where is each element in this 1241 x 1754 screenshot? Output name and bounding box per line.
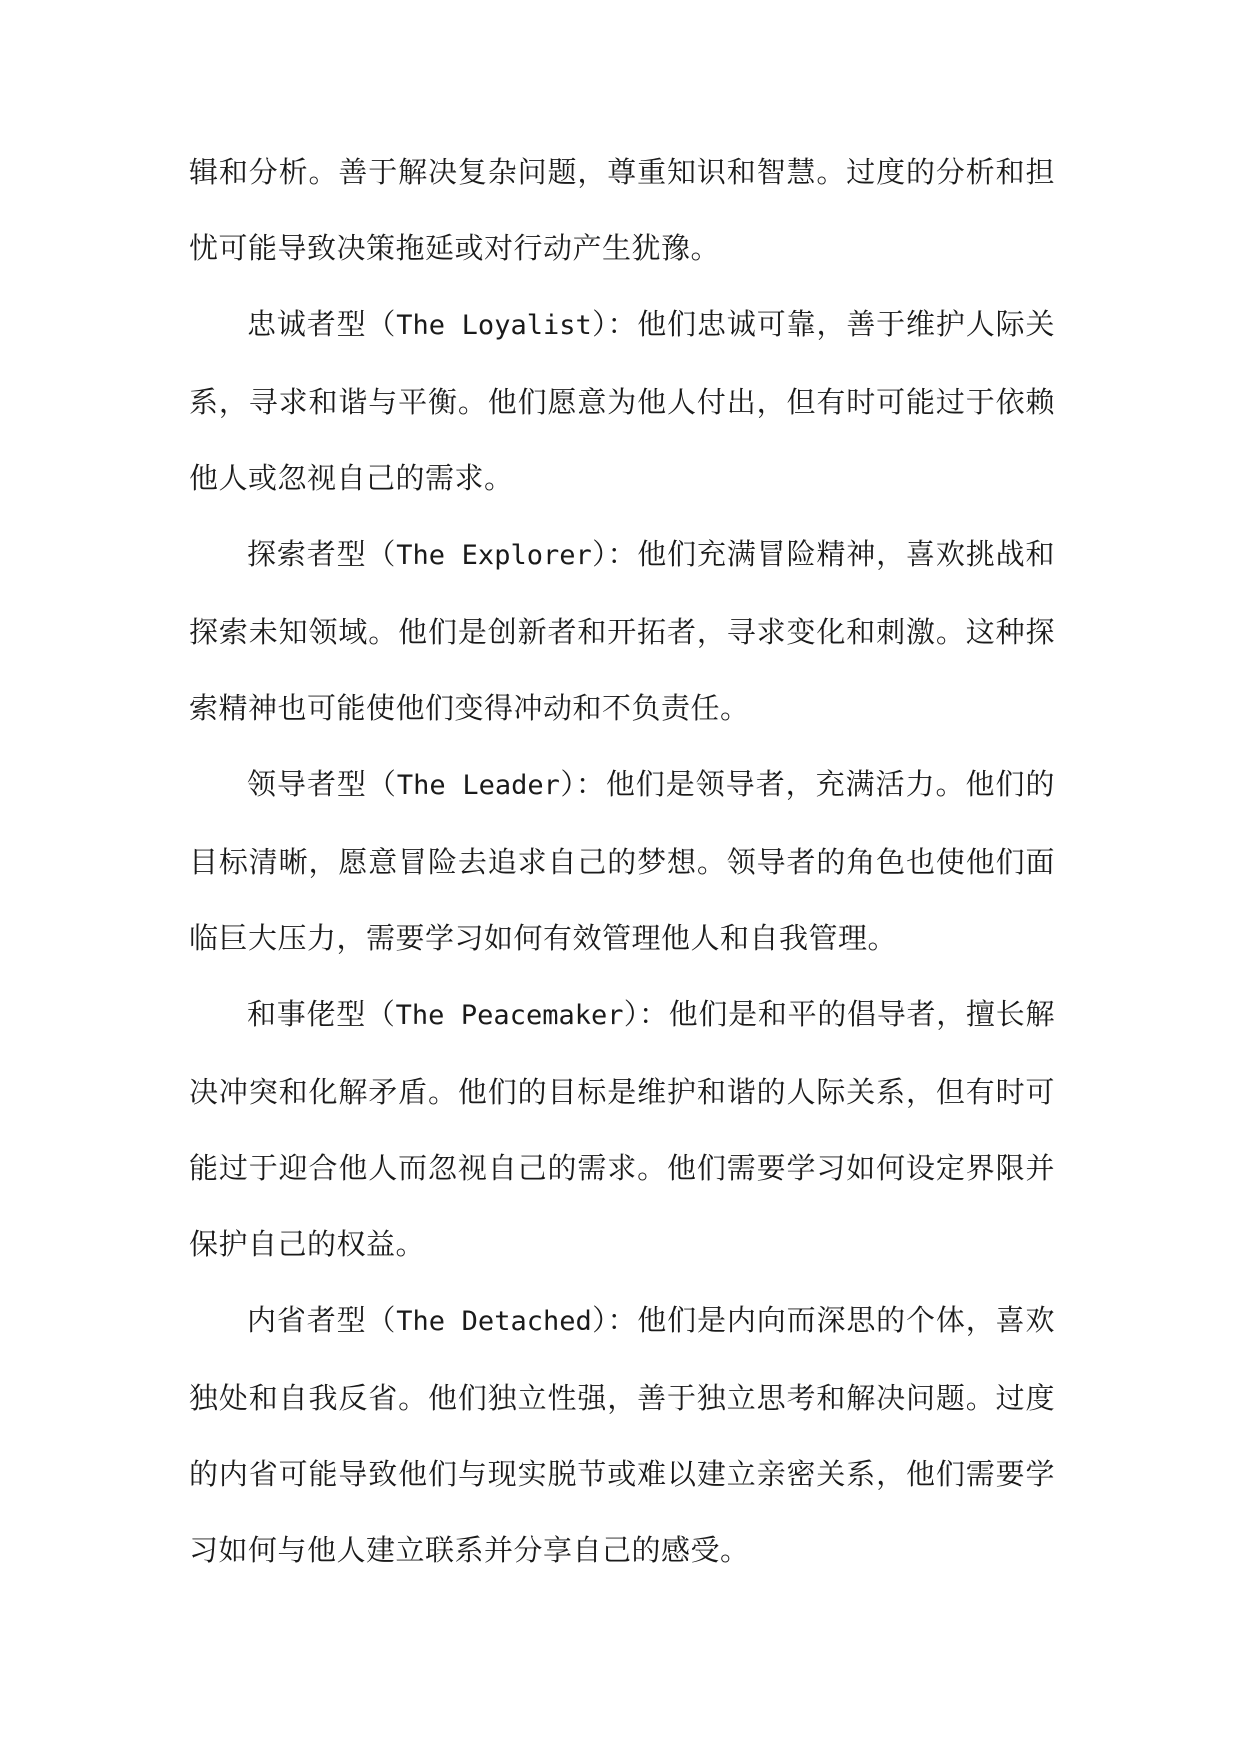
paragraph-detached <box>189 1282 1055 1588</box>
type-name: 忠诚者型（ <box>247 307 397 341</box>
body-text <box>189 134 1055 1588</box>
type-english-term: The Peacemaker <box>395 1000 624 1031</box>
paragraph-loyalist <box>189 286 1055 516</box>
paragraph-text: ）：他们是和平的倡导者，擅长解决冲突和化解矛盾。他们的目标是维护和谐的人际关系，但有时可能过于迎合他人而忽视自己的需求。他们需要学习如何设定界限并保护自己的权益。 <box>189 997 1055 1261</box>
paragraph-text: 辑和分析。善于解决复杂问题，尊重知识和智慧。过度的分析和担忧可能导致决策拖延或对行动产生犹豫。 <box>189 155 1055 265</box>
type-name: 领导者型（ <box>247 767 397 801</box>
type-english-term: The Loyalist <box>396 310 592 341</box>
type-name: 探索者型（ <box>247 537 397 571</box>
paragraph-peacemaker <box>189 976 1055 1282</box>
type-english-term: The Detached <box>396 1306 592 1337</box>
paragraph-analysis-continued <box>189 134 1055 286</box>
paragraph-explorer <box>189 516 1055 746</box>
paragraph-text: ）：他们充满冒险精神，喜欢挑战和探索未知领域。他们是创新者和开拓者，寻求变化和刺激。这种探索精神也可能使他们变得冲动和不负责任。 <box>189 537 1055 725</box>
type-english-term: The Leader <box>396 770 560 801</box>
paragraph-text: ）：他们是领导者，充满活力。他们的目标清晰，愿意冒险去追求自己的梦想。领导者的角色也使他们面临巨大压力，需要学习如何有效管理他人和自我管理。 <box>189 767 1055 955</box>
type-name: 内省者型（ <box>247 1303 397 1337</box>
paragraph-text: ）：他们忠诚可靠，善于维护人际关系，寻求和谐与平衡。他们愿意为他人付出，但有时可能过于依赖他人或忽视自己的需求。 <box>189 307 1055 495</box>
type-name: 和事佬型（ <box>247 997 396 1031</box>
paragraph-leader <box>189 746 1055 976</box>
paragraph-text: ）：他们是内向而深思的个体，喜欢独处和自我反省。他们独立性强，善于独立思考和解决问题。过度的内省可能导致他们与现实脱节或难以建立亲密关系，他们需要学习如何与他人建立联系并分享自己的感受。 <box>189 1303 1055 1567</box>
type-english-term: The Explorer <box>396 540 592 571</box>
